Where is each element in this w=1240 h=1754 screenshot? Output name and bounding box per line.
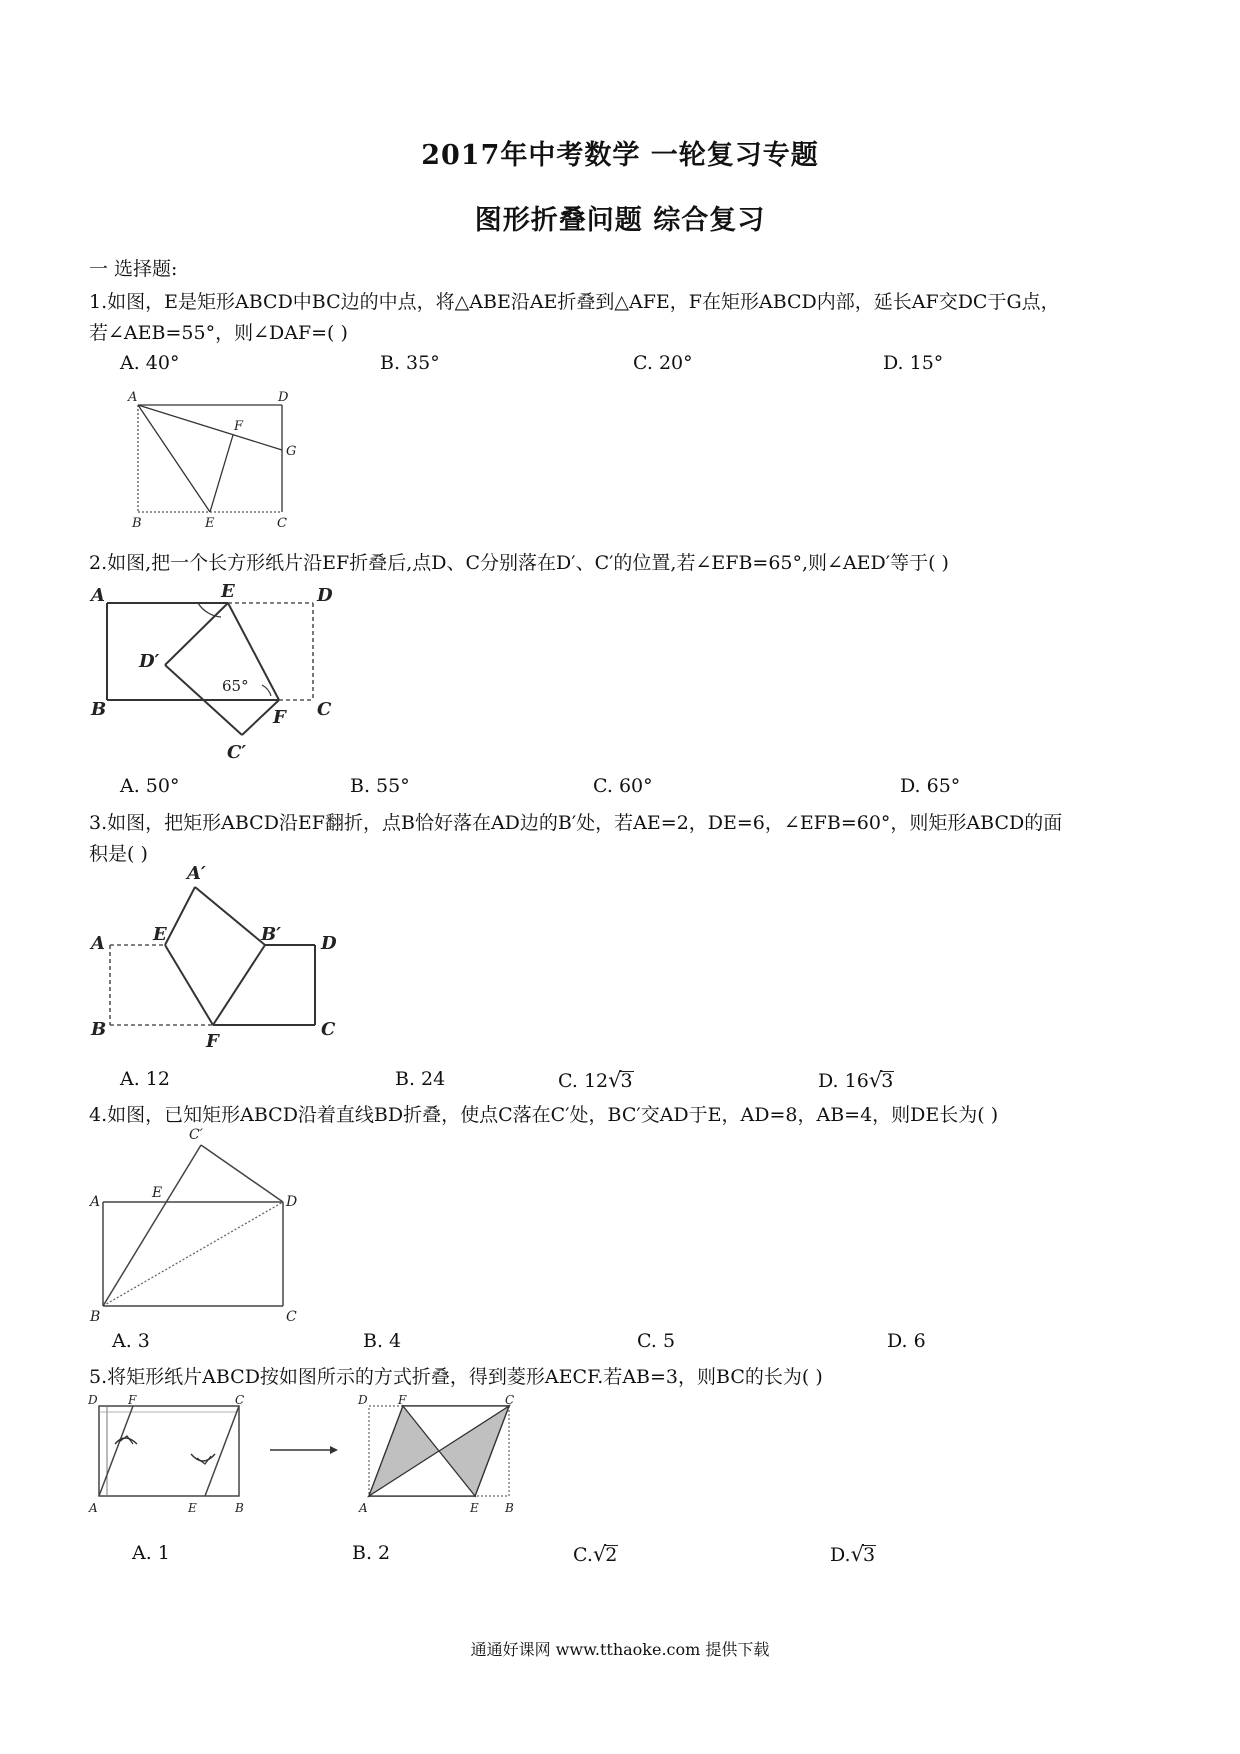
- option-c-text: C.: [573, 1544, 593, 1566]
- question-text-line: 4.如图，已知矩形ABCD沿着直线BD折叠，使点C落在C′处，BC′交AD于E，AD=8，AB=4，则DE长为( ): [89, 1104, 999, 1126]
- arrow-right-icon: [268, 1443, 340, 1457]
- label-b: B: [505, 1501, 514, 1515]
- option-a[interactable]: A. 40°: [120, 352, 180, 374]
- option-d[interactable]: D. 6: [887, 1330, 926, 1352]
- label-e: E: [153, 924, 167, 945]
- option-c[interactable]: C. 20°: [633, 352, 693, 374]
- label-e: E: [221, 581, 235, 602]
- question-text-line: 积是( ): [89, 843, 148, 865]
- option-d[interactable]: D. 65°: [900, 775, 961, 797]
- label-b-prime: B′: [261, 924, 281, 945]
- label-c: C: [277, 516, 287, 531]
- label-a: A: [128, 390, 138, 405]
- figure-q3: [85, 865, 355, 1055]
- label-c: C: [235, 1393, 245, 1407]
- figure-q4: [85, 1125, 315, 1325]
- label-a: A: [91, 933, 105, 954]
- label-a: A: [91, 585, 105, 606]
- radicand: 3: [620, 1070, 633, 1092]
- option-d[interactable]: D. 15°: [883, 352, 944, 374]
- angle-label: 65°: [222, 677, 249, 695]
- sqrt-icon: √: [592, 1542, 607, 1566]
- label-d: D: [278, 390, 289, 405]
- option-c[interactable]: C. 60°: [593, 775, 653, 797]
- label-e: E: [205, 516, 215, 531]
- option-d[interactable]: [818, 1068, 894, 1092]
- question-text-line: 3.如图，把矩形ABCD沿EF翻折，点B恰好落在AD边的B′处，若AE=2，DE=6，∠EFB=60°，则矩形ABCD的面: [89, 812, 1063, 834]
- figure-q1: [120, 385, 320, 535]
- label-c: C: [321, 1019, 336, 1040]
- label-b: B: [90, 1309, 101, 1325]
- label-c-prime: C′: [227, 742, 247, 763]
- option-d-text: D.: [830, 1544, 851, 1566]
- label-f: F: [206, 1031, 219, 1052]
- section-heading: 一 选择题:: [89, 258, 178, 280]
- label-c: C: [505, 1393, 515, 1407]
- figure-q5-left: [85, 1392, 255, 1517]
- option-a[interactable]: A. 50°: [120, 775, 180, 797]
- question-text-line: 1.如图，E是矩形ABCD中BC边的中点，将△ABE沿AE折叠到△AFE，F在矩形ABCD内部，延长AF交DC于G点，: [89, 291, 1060, 313]
- option-b[interactable]: B. 35°: [380, 352, 440, 374]
- option-a[interactable]: A. 12: [120, 1068, 170, 1090]
- sqrt-icon: √: [868, 1068, 883, 1092]
- figure-q2: [85, 575, 345, 765]
- question-text-line: 若∠AEB=55°，则∠DAF=( ): [89, 322, 348, 344]
- label-d: D: [317, 585, 333, 606]
- label-c: C: [286, 1309, 297, 1325]
- question-text-line: 5.将矩形纸片ABCD按如图所示的方式折叠，得到菱形AECF.若AB=3，则BC的长为( ): [89, 1366, 823, 1388]
- option-b[interactable]: B. 4: [363, 1330, 402, 1352]
- label-d-prime: D′: [139, 651, 160, 672]
- label-g: G: [286, 444, 297, 459]
- figure-q5-right: [355, 1392, 525, 1517]
- label-e: E: [470, 1501, 479, 1515]
- label-d: D: [88, 1393, 98, 1407]
- radicand: 3: [881, 1070, 894, 1092]
- option-c[interactable]: C. 5: [637, 1330, 676, 1352]
- option-a[interactable]: A. 1: [132, 1542, 170, 1564]
- option-b[interactable]: B. 2: [352, 1542, 391, 1564]
- label-a: A: [90, 1194, 101, 1210]
- label-d: D: [358, 1393, 368, 1407]
- sqrt-icon: √: [608, 1068, 622, 1092]
- label-e: E: [188, 1501, 197, 1515]
- radicand: 3: [863, 1544, 876, 1566]
- label-a: A: [359, 1501, 368, 1515]
- label-c-prime: C′: [189, 1127, 203, 1143]
- label-b: B: [91, 699, 107, 720]
- option-c[interactable]: [573, 1542, 618, 1566]
- sqrt-icon: √: [850, 1542, 864, 1566]
- question-text-line: 2.如图,把一个长方形纸片沿EF折叠后,点D、C分别落在D′、C′的位置,若∠EFB=65°,则∠AED′等于( ): [89, 552, 949, 574]
- label-d: D: [321, 933, 337, 954]
- label-e: E: [152, 1185, 163, 1201]
- label-b: B: [132, 516, 142, 531]
- option-c[interactable]: [558, 1068, 634, 1092]
- label-a: A: [89, 1501, 98, 1515]
- label-f: F: [128, 1393, 137, 1407]
- label-c: C: [317, 699, 332, 720]
- option-a[interactable]: A. 3: [112, 1330, 150, 1352]
- label-f: F: [273, 707, 286, 728]
- option-d[interactable]: [830, 1542, 876, 1566]
- page-title: 2017年中考数学 一轮复习专题: [421, 140, 819, 171]
- label-d: D: [286, 1194, 298, 1210]
- option-c-text: C. 12: [558, 1070, 609, 1092]
- label-b: B: [91, 1019, 107, 1040]
- label-b: B: [235, 1501, 244, 1515]
- label-f: F: [398, 1393, 407, 1407]
- option-b[interactable]: B. 24: [395, 1068, 446, 1090]
- page-subtitle: 图形折叠问题 综合复习: [474, 205, 766, 236]
- option-b[interactable]: B. 55°: [350, 775, 410, 797]
- option-d-text: D. 16: [818, 1070, 869, 1092]
- page-footer: 通通好课网 www.tthaoke.com 提供下载: [470, 1640, 770, 1659]
- label-f: F: [234, 419, 244, 434]
- radicand: 2: [605, 1544, 618, 1566]
- label-a-prime: A′: [187, 863, 206, 884]
